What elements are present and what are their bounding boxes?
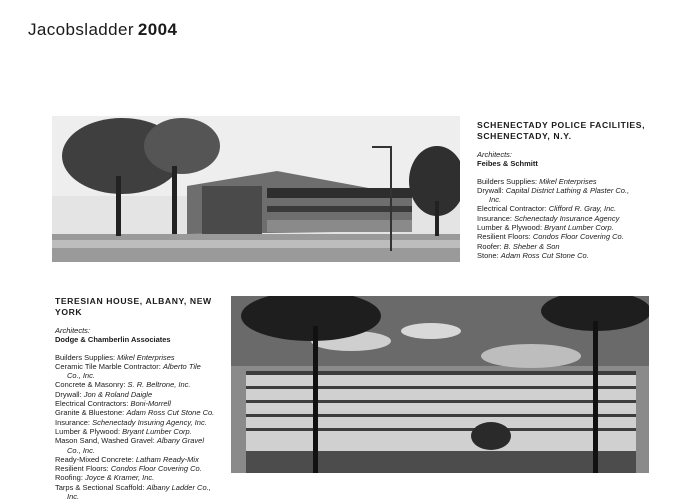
contractor-entry [55, 380, 230, 389]
contractor-name: S. R. Beltrone, Inc. [127, 380, 191, 390]
contractor-entry [477, 251, 667, 260]
contractor-name: Condos Floor Covering Co. [110, 464, 202, 474]
contractor-name: Adam Ross Cut Stone Co. [126, 408, 215, 418]
contractor-name: Capital District Lathing & Plaster Co., [505, 185, 630, 195]
contractor-name: Bryant Lumber Corp. [122, 426, 192, 436]
contractor-role: Tarps & Sectional Scaffold: [55, 482, 145, 492]
contractor-entry [55, 353, 230, 362]
contractor-entry [55, 455, 230, 464]
contractor-name: Mikel Enterprises [117, 352, 175, 362]
contractor-name: Schenectady Insurance Agency [514, 213, 620, 223]
architects-label: Architects: [477, 150, 513, 159]
contractor-role: Builders Supplies: [477, 176, 538, 186]
contractor-role: Mason Sand, Washed Gravel: [55, 436, 155, 446]
contractor-entry [477, 177, 667, 186]
contractor-role: Lumber & Plywood: [55, 426, 121, 436]
contractor-entry [55, 362, 230, 381]
teresian-house-illustration [231, 296, 649, 473]
contractor-role: Granite & Bluestone: [55, 408, 125, 418]
contractor-name: Mikel Enterprises [539, 176, 597, 186]
police-facilities-illustration [52, 116, 460, 262]
contractor-entry [55, 399, 230, 408]
police-facilities-credits [477, 120, 667, 260]
contractor-entry [477, 186, 667, 205]
contractor-name: Condos Floor Covering Co. [532, 232, 624, 242]
contractor-name: Adam Ross Cut Stone Co. [500, 250, 589, 260]
contractor-role: Lumber & Plywood: [477, 223, 543, 233]
contractor-entry [55, 390, 230, 399]
contractor-name: Joyce & Kramer, Inc. [85, 473, 155, 483]
section-title [477, 120, 667, 142]
contractor-entry [477, 223, 667, 232]
contractor-role: Drywall: [477, 185, 504, 195]
contractor-entry [55, 483, 230, 501]
contractor-entry [55, 464, 230, 473]
title-line: SCHENECTADY, N.Y. [477, 131, 572, 141]
contractor-name: B. Sheber & Son [503, 241, 560, 251]
architects-name: Feibes & Schmitt [477, 159, 538, 169]
contractor-name: Jon & Roland Daigle [83, 389, 153, 399]
contractor-role: Drywall: [55, 389, 82, 399]
contractor-name: Clifford R. Gray, Inc. [548, 204, 617, 214]
title-line: YORK [55, 307, 83, 317]
contractor-role: Builders Supplies: [55, 352, 116, 362]
contractor-entry [55, 473, 230, 482]
contractor-name: Boni-Morrell [130, 399, 171, 409]
contractor-list [55, 353, 230, 501]
contractor-list [477, 177, 667, 261]
contractor-role: Ready-Mixed Concrete: [55, 454, 134, 464]
header-title: Jacobsladder [28, 20, 134, 39]
contractor-name: Albany Gravel [156, 436, 204, 446]
contractor-name-continued: Inc. [489, 195, 502, 205]
architects-name: Dodge & Chamberlin Associates [55, 335, 171, 345]
contractor-entry [55, 436, 230, 455]
contractor-role: Electrical Contractor: [477, 204, 547, 214]
section-title [55, 296, 230, 318]
contractor-role: Electrical Contractors: [55, 399, 129, 409]
contractor-entry [477, 214, 667, 223]
contractor-entry [477, 242, 667, 251]
contractor-name-continued: Inc. [67, 492, 80, 501]
teresian-house-credits [55, 296, 230, 501]
header-year: 2004 [137, 20, 178, 39]
contractor-role: Concrete & Masonry: [55, 380, 126, 390]
contractor-entry [55, 427, 230, 436]
contractor-name: Latham Ready-Mix [135, 454, 199, 464]
contractor-entry [477, 204, 667, 213]
contractor-entry [55, 418, 230, 427]
contractor-role: Resilient Floors: [477, 232, 531, 242]
contractor-name-continued: Co., Inc. [67, 445, 95, 455]
contractor-role: Ceramic Tile Marble Contractor: [55, 361, 161, 371]
architects-label: Architects: [55, 326, 91, 335]
contractor-entry [55, 408, 230, 417]
page-header [28, 20, 177, 40]
contractor-role: Roofer: [477, 241, 502, 251]
contractor-role: Stone: [477, 250, 499, 260]
contractor-name: Alberto Tile [162, 361, 201, 371]
contractor-role: Insurance: [477, 213, 513, 223]
title-line: TERESIAN HOUSE, ALBANY, NEW [55, 296, 212, 306]
contractor-name: Schenectady Insuring Agency, Inc. [92, 417, 207, 427]
contractor-name: Bryant Lumber Corp. [544, 223, 614, 233]
contractor-role: Resilient Floors: [55, 464, 109, 474]
contractor-role: Insurance: [55, 417, 91, 427]
contractor-name-continued: Co., Inc. [67, 371, 95, 381]
contractor-entry [477, 232, 667, 241]
title-line: SCHENECTADY POLICE FACILITIES, [477, 120, 646, 130]
contractor-name: Albany Ladder Co., [146, 482, 211, 492]
contractor-role: Roofing: [55, 473, 83, 483]
